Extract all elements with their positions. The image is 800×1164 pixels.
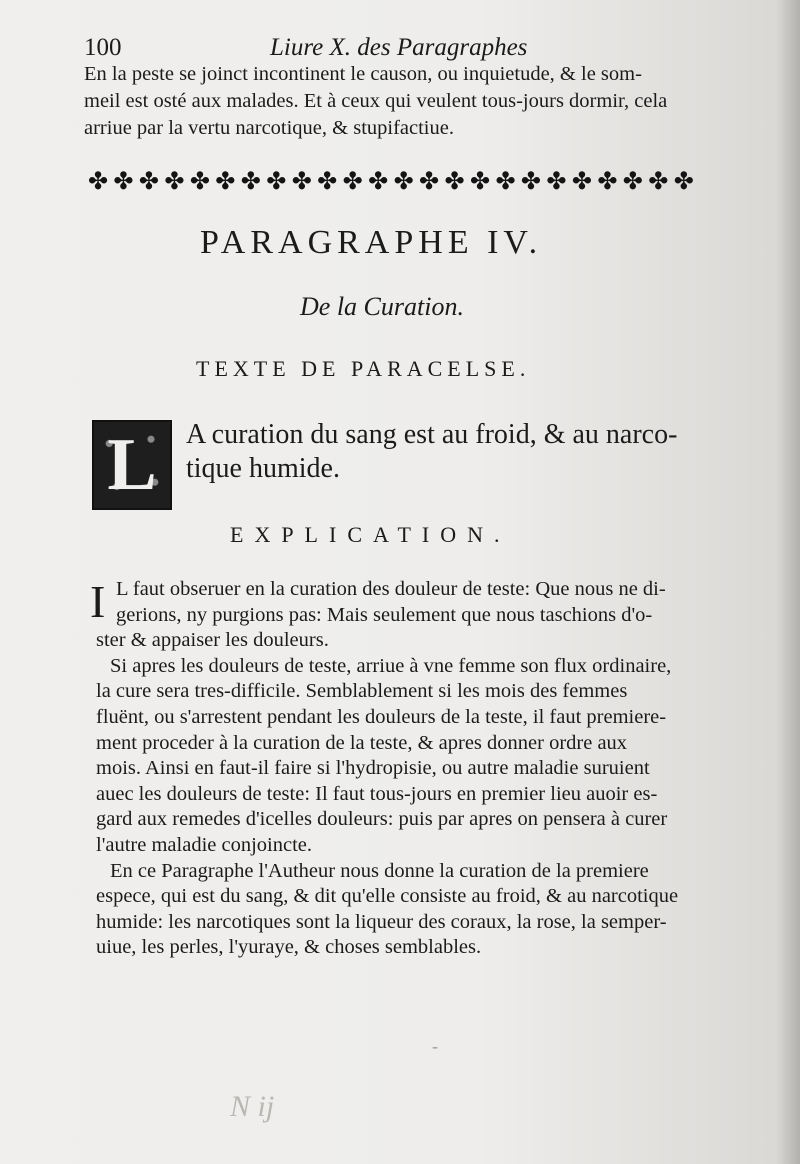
section-subtitle: De la Curation. [300, 292, 464, 321]
text-line: ster & appaiser les douleurs. [96, 629, 329, 652]
text-line: auec les douleurs de teste: Il faut tous-jours en premier lieu auoir es- [96, 782, 658, 805]
explication-heading: EXPLICATION. [230, 522, 511, 547]
text-line [96, 577, 710, 603]
fleuron-icon: ✤ [87, 167, 109, 195]
text-line: la cure sera tres-difficile. Semblablement si les mois des femmes [96, 680, 628, 703]
text-line: espece, qui est du sang, & dit qu'elle consiste au froid, & au narcotique [96, 885, 679, 908]
fleuron-icon: ✤ [393, 167, 414, 195]
fleuron-icon: ✤ [113, 167, 134, 195]
text-line: ment proceder à la curation de la teste, & apres donner ordre aux [96, 731, 628, 754]
text-line: arriue par la vertu narcotique, & stupifactiue. [84, 117, 454, 139]
fleuron-icon: ✤ [673, 167, 694, 195]
text-line: tique humide. [186, 453, 340, 484]
initial-letter: I [90, 576, 106, 627]
fleuron-icon: ✤ [240, 167, 261, 195]
paracelsus-text [186, 418, 710, 486]
running-title: Liure X. des Paragraphes [270, 34, 528, 61]
text-line: Si apres les douleurs de teste, arriue à vne femme son flux ordinaire, [110, 654, 672, 677]
fleuron-icon: ✤ [368, 167, 389, 195]
text-line: mois. Ainsi en faut-il faire si l'hydropisie, ou autre maladie suruient [96, 757, 650, 780]
fleuron-icon: ✤ [597, 167, 618, 195]
text-line-content: gerions, ny purgions pas: Mais seulement que nous taschions d'o- [116, 603, 653, 626]
fleuron-icon: ✤ [164, 167, 185, 195]
fleuron-icon: ✤ [189, 167, 210, 195]
fleuron-icon: ✤ [266, 167, 287, 195]
text-line: gard aux remedes d'icelles douleurs: puis par apres on pensera à curer [96, 808, 668, 831]
page-edge-shadow [776, 0, 800, 1164]
fleuron-icon: ✤ [622, 167, 643, 195]
intro-paragraph [84, 61, 709, 142]
fleuron-icon: ✤ [546, 167, 567, 195]
decorated-drop-cap [92, 420, 172, 510]
fleuron-icon: ✤ [495, 167, 516, 195]
bleed-through-signature: N ij [230, 1090, 275, 1123]
fleuron-icon: ✤ [469, 167, 491, 195]
fleuron-icon: ✤ [317, 167, 338, 195]
page-number: 100 [84, 34, 122, 61]
text-line [96, 603, 710, 629]
fleuron-icon: ✤ [419, 167, 440, 195]
text-line: En ce Paragraphe l'Autheur nous donne la curation de la premiere [110, 859, 649, 882]
section-label: TEXTE DE PARACELSE. [196, 356, 531, 381]
text-line: A curation du sang est au froid, & au narco- [186, 419, 678, 450]
text-line: fluënt, ou s'arrestent pendant les douleurs de la teste, il faut premiere- [96, 705, 667, 728]
explication-body [90, 576, 710, 961]
text-line: En la peste se joinct incontinent le causon, ou inquietude, & le som- [84, 63, 642, 85]
paragraph-heading: PARAGRAPHE IV. [200, 224, 543, 261]
fleuron-icon: ✤ [648, 167, 669, 195]
fleuron-icon: ✤ [444, 167, 465, 195]
text-line: uiue, les perles, l'yuraye, & choses semblables. [96, 936, 482, 959]
fleuron-icon: ✤ [571, 167, 592, 195]
decorative-ornament-band [86, 164, 696, 198]
fleuron-icon: ✤ [291, 167, 312, 195]
text-line: l'autre maladie conjoincte. [96, 833, 313, 856]
fleuron-icon: ✤ [138, 167, 159, 195]
text-line-content: L faut obseruer en la curation des douleur de teste: Que nous ne di- [116, 578, 666, 600]
text-line: meil est osté aux malades. Et à ceux qui veulent tous-jours dormir, cela [84, 90, 668, 112]
text-line: humide: les narcotiques sont la liqueur des coraux, la rose, la semper- [96, 910, 667, 933]
fleuron-icon: ✤ [520, 167, 542, 195]
fleuron-icon: ✤ [215, 167, 236, 195]
folio-mark: - [432, 1036, 438, 1056]
drop-cap-letter: L [107, 424, 157, 506]
fleuron-icon: ✤ [342, 167, 363, 195]
